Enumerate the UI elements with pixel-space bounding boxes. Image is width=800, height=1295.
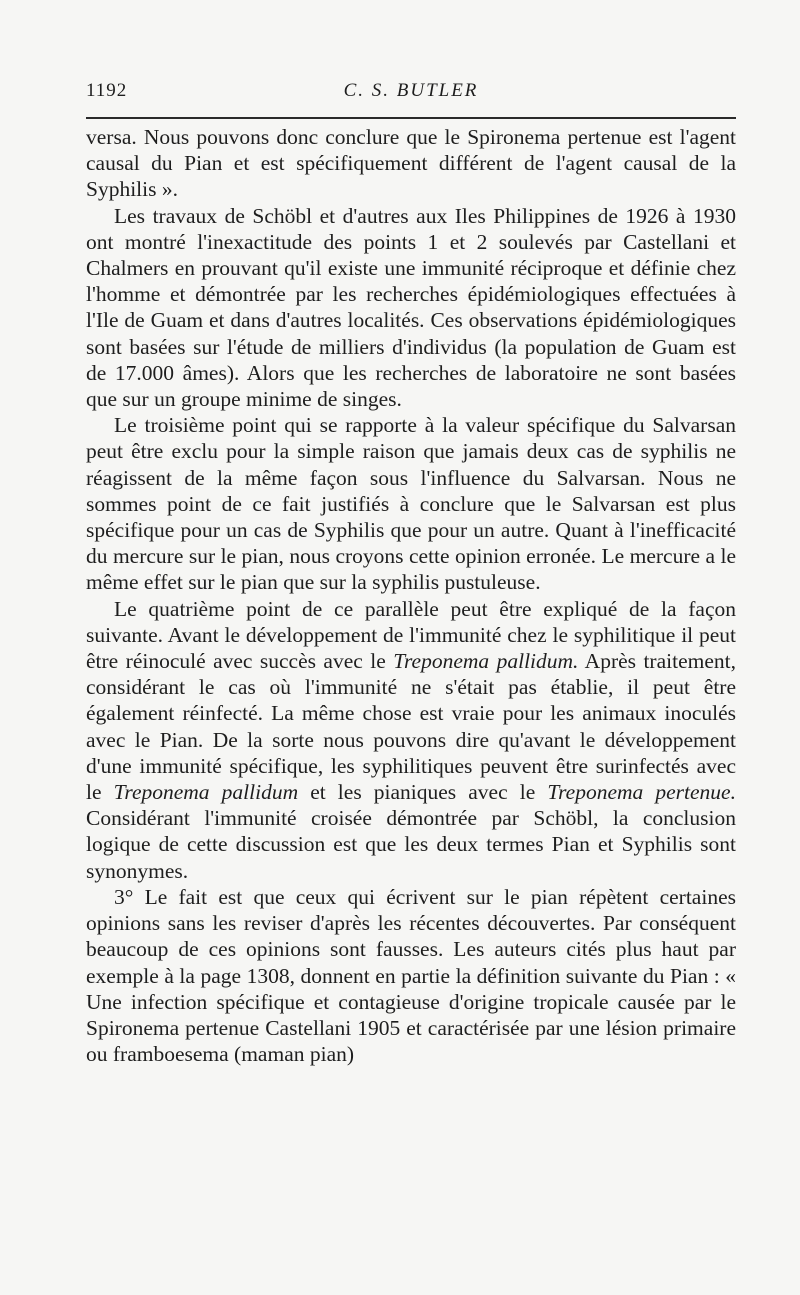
paragraph: [86, 884, 736, 1067]
header-rule: [86, 117, 736, 119]
text-run: Les travaux de Schöbl et d'autres aux Iles Philippines de 1926 à 1930 ont montré l'inexactitude des points 1 et 2 soulevés par Castellani et Chalmers en prouvant qu'il existe une immunité réciproque et définie chez l'homme et démontrée par les recherches épidémiologiques effectuées à l'Ile de Guam et dans d'autres localités. Ces observations épidémiologiques sont basées sur l'étude de milliers d'individus (la population de Guam est de 17.000 âmes). Alors que les recherches de laboratoire ne sont basées que sur un groupe minime de singes.: [86, 203, 736, 412]
text-run: Le quatrième point de ce parallèle peut être expliqué de la façon suivante. Avant le développement de l'immunité chez le syphilitique il peut être réinoculé avec succès avec le: [86, 596, 736, 674]
text-run: Le troisième point qui se rapporte à la valeur spécifique du Salvarsan peut être exclu pour la simple raison que jamais deux cas de syphilis ne réagissent de la même façon sous l'influence du Salvarsan. Nous ne sommes point de ce fait justifiés à conclure que le Salvarsan est plus spécifique pour un cas de Syphilis que pour un autre. Quant à l'inefficacité du mercure sur le pian, nous croyons cette opinion erronée. Le mercure a le même effet sur le pian que sur la syphilis pustuleuse.: [86, 413, 736, 595]
text-run: 3° Le fait est que ceux qui écrivent sur le pian répètent certaines opinions sans les reviser d'après les récentes découvertes. Par conséquent beaucoup de ces opinions sont fausses. Les auteurs cités plus haut par exemple à la page 1308, donnent en partie la définition suivante du Pian : « Une infection spécifique et contagieuse d'origine tropicale causée par le Spironema pertenue Castellani 1905 et caractérisée par une lésion primaire ou framboesema (maman pian): [86, 884, 736, 1067]
body-text: [86, 124, 736, 1067]
text-run: Considérant l'immunité croisée démontrée par Schöbl, la conclusion logique de cette discussion est que les deux termes Pian et Syphilis sont synonymes.: [86, 806, 736, 883]
text-run: Après traitement, considérant le cas où l'immunité ne s'était pas établie, il peut être également réinfecté. La même chose est vraie pour les animaux inoculés avec le Pian. De la sorte nous pouvons dire qu'avant le développement d'une immunité spécifique, les syphilitiques peuvent être surinfectés avec le: [86, 649, 736, 805]
paragraph: [86, 203, 736, 413]
paragraph: [86, 412, 736, 595]
running-head: C. S. BUTLER: [343, 80, 479, 101]
paragraph: [86, 124, 736, 203]
paragraph: [86, 596, 736, 884]
species-name: Treponema pertenue.: [547, 780, 736, 805]
page-header: [86, 80, 736, 110]
page-number: 1192: [86, 80, 128, 101]
text-run: et les pianiques avec le: [298, 780, 548, 805]
text-run: versa. Nous pouvons donc conclure que le Spironema pertenue est l'agent causal du Pian et est spécifiquement différent de l'agent causal de la Syphilis ».: [86, 125, 736, 202]
species-name: Treponema pallidum: [113, 780, 299, 805]
species-name: Treponema pallidum.: [393, 649, 579, 674]
